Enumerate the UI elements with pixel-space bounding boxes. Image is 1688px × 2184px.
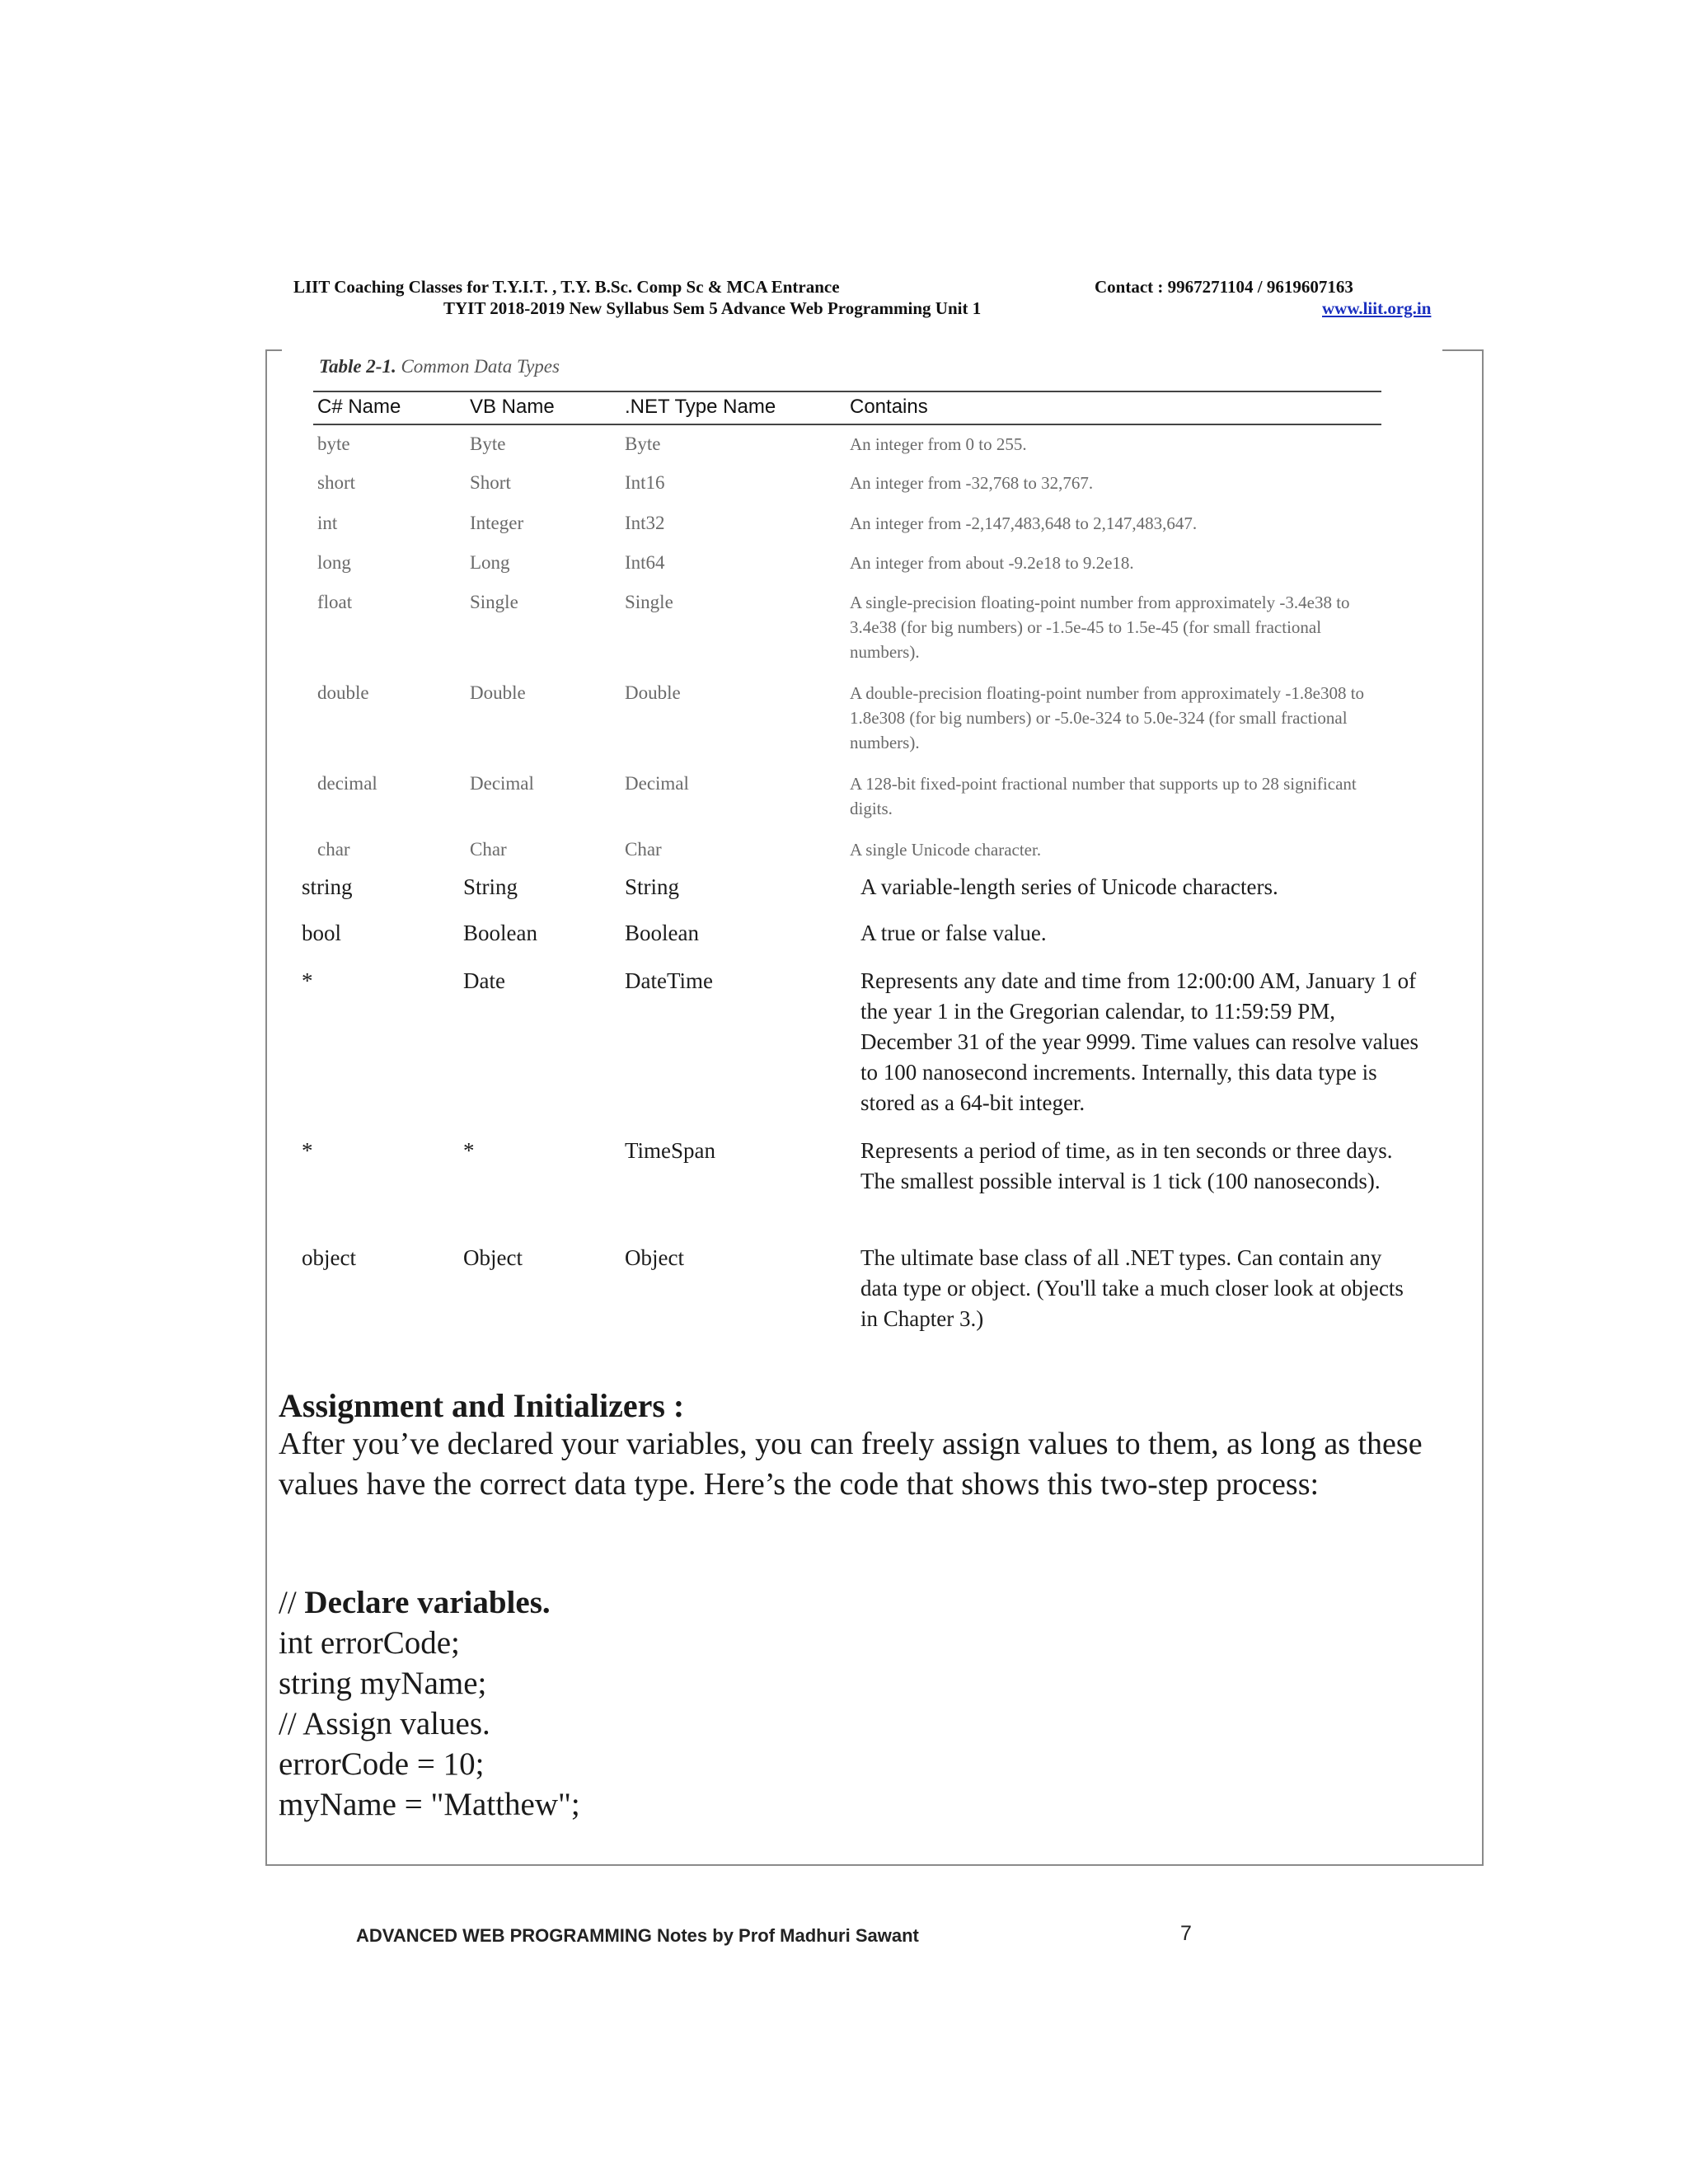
cell-contains: An integer from about -9.2e18 to 9.2e18. <box>850 553 1134 573</box>
code-block <box>279 1582 580 1825</box>
cell-csharp-name: decimal <box>317 773 377 794</box>
section-paragraph: After you’ve declared your variables, you can freely assign values to them, as long as these values have the correct data type. Here’s the code that shows this two-step process: <box>279 1427 1423 1502</box>
cell-dotnet-name: Int64 <box>625 552 665 573</box>
frame-top-left-rule <box>265 349 282 351</box>
cell-vb-name: Decimal <box>470 773 534 794</box>
table-caption <box>319 356 560 377</box>
cell-contains: The ultimate base class of all .NET types. Can contain any data type or object. (You'll take a much closer look at objects in Chapter 3.) <box>860 1245 1404 1331</box>
header-course-text: TYIT 2018-2019 New Syllabus Sem 5 Advance Web Programming Unit 1 <box>443 298 982 318</box>
cell-csharp-name: byte <box>317 434 350 454</box>
header-institute-text: LIIT Coaching Classes for T.Y.I.T. , T.Y. B.Sc. Comp Sc & MCA Entrance <box>293 277 840 297</box>
cell-contains: An integer from -2,147,483,648 to 2,147,483,647. <box>850 513 1198 533</box>
cell-vb-name: Double <box>470 682 526 703</box>
footer-text: ADVANCED WEB PROGRAMMING Notes by Prof Madhuri Sawant <box>356 1925 919 1946</box>
cell-csharp-name: float <box>317 592 353 612</box>
cell-dotnet-name: Single <box>625 592 673 612</box>
section-heading: Assignment and Initializers : <box>279 1387 685 1424</box>
cell-csharp-name: short <box>317 472 355 493</box>
cell-dotnet-name: TimeSpan <box>625 1138 716 1163</box>
code-line: errorCode = 10; <box>279 1746 485 1782</box>
frame-top-right-rule <box>1442 349 1484 351</box>
cell-csharp-name: bool <box>302 921 342 945</box>
code-comment-bold: Declare variables. <box>304 1585 551 1620</box>
code-line: myName = "Matthew"; <box>279 1787 580 1822</box>
cell-dotnet-name: Double <box>625 682 681 703</box>
cell-csharp-name: string <box>302 874 353 899</box>
cell-vb-name: Object <box>463 1245 523 1270</box>
cell-contains: A single Unicode character. <box>850 840 1042 860</box>
code-line: // Assign values. <box>279 1706 490 1741</box>
cell-contains: A true or false value. <box>860 921 1047 945</box>
cell-csharp-name: object <box>302 1245 356 1270</box>
cell-dotnet-name: Decimal <box>625 773 689 794</box>
cell-csharp-name: char <box>317 839 350 860</box>
column-header-vb: VB Name <box>470 396 555 418</box>
cell-vb-name: * <box>463 1138 475 1163</box>
cell-dotnet-name: DateTime <box>625 968 713 993</box>
cell-vb-name: Byte <box>470 434 506 454</box>
cell-dotnet-name: Int16 <box>625 472 665 493</box>
cell-dotnet-name: Byte <box>625 434 661 454</box>
cell-csharp-name: * <box>302 1138 313 1163</box>
page-number: 7 <box>1180 1922 1192 1945</box>
cell-vb-name: String <box>463 874 518 899</box>
header-website-link[interactable]: www.liit.org.in <box>1322 298 1432 318</box>
table-caption-label: Table 2-1. <box>319 356 396 377</box>
cell-dotnet-name: Char <box>625 839 662 860</box>
column-header-contains: Contains <box>850 396 928 418</box>
cell-vb-name: Long <box>470 552 510 573</box>
cell-contains: A double-precision floating-point number from approximately -1.8e308 to 1.8e308 (for big numbers) or -5.0e-324 to 5.0e-324 (for small fractional numbers). <box>850 683 1365 752</box>
cell-dotnet-name: String <box>625 874 680 899</box>
cell-dotnet-name: Object <box>625 1245 684 1270</box>
cell-csharp-name: long <box>317 552 351 573</box>
cell-vb-name: Integer <box>470 513 524 533</box>
cell-csharp-name: int <box>317 513 338 533</box>
column-header-dotnet: .NET Type Name <box>625 396 776 418</box>
cell-contains: A single-precision floating-point number from approximately -3.4e38 to 3.4e38 (for big numbers) or -1.5e-45 to 1.5e-45 (for small fractional numbers). <box>850 593 1350 662</box>
cell-dotnet-name: Boolean <box>625 921 699 945</box>
cell-contains: A variable-length series of Unicode characters. <box>860 874 1278 899</box>
cell-csharp-name: * <box>302 968 313 993</box>
table-caption-title: Common Data Types <box>401 356 560 377</box>
cell-csharp-name: double <box>317 682 369 703</box>
header-contact-text: Contact : 9967271104 / 9619607163 <box>1095 277 1353 297</box>
header-line-2 <box>443 298 1474 319</box>
cell-vb-name: Boolean <box>463 921 537 945</box>
cell-vb-name: Short <box>470 472 511 493</box>
cell-contains: A 128-bit fixed-point fractional number that supports up to 28 significant digits. <box>850 774 1357 818</box>
cell-contains: An integer from -32,768 to 32,767. <box>850 473 1094 493</box>
column-header-csharp: C# Name <box>317 396 401 418</box>
header-line-1 <box>293 277 1472 298</box>
cell-contains: Represents any date and time from 12:00:00 AM, January 1 of the year 1 in the Gregorian calendar, to 11:59:59 PM, December 31 of the year 9999. Time values can resolve values to 100 nanosecond increments. Internally, this data type is stored as a 64-bit integer. <box>860 968 1419 1115</box>
cell-vb-name: Single <box>470 592 518 612</box>
cell-contains: Represents a period of time, as in ten seconds or three days. The smallest possible interval is 1 tick (100 nanoseconds). <box>860 1138 1393 1193</box>
cell-contains: An integer from 0 to 255. <box>850 434 1027 454</box>
table-top-rule <box>313 391 1381 392</box>
table-header-rule <box>313 424 1381 425</box>
code-line: // Declare variables. <box>279 1585 551 1620</box>
cell-vb-name: Char <box>470 839 507 860</box>
cell-dotnet-name: Int32 <box>625 513 665 533</box>
cell-vb-name: Date <box>463 968 505 993</box>
code-line: string myName; <box>279 1666 487 1701</box>
code-line: int errorCode; <box>279 1625 460 1661</box>
